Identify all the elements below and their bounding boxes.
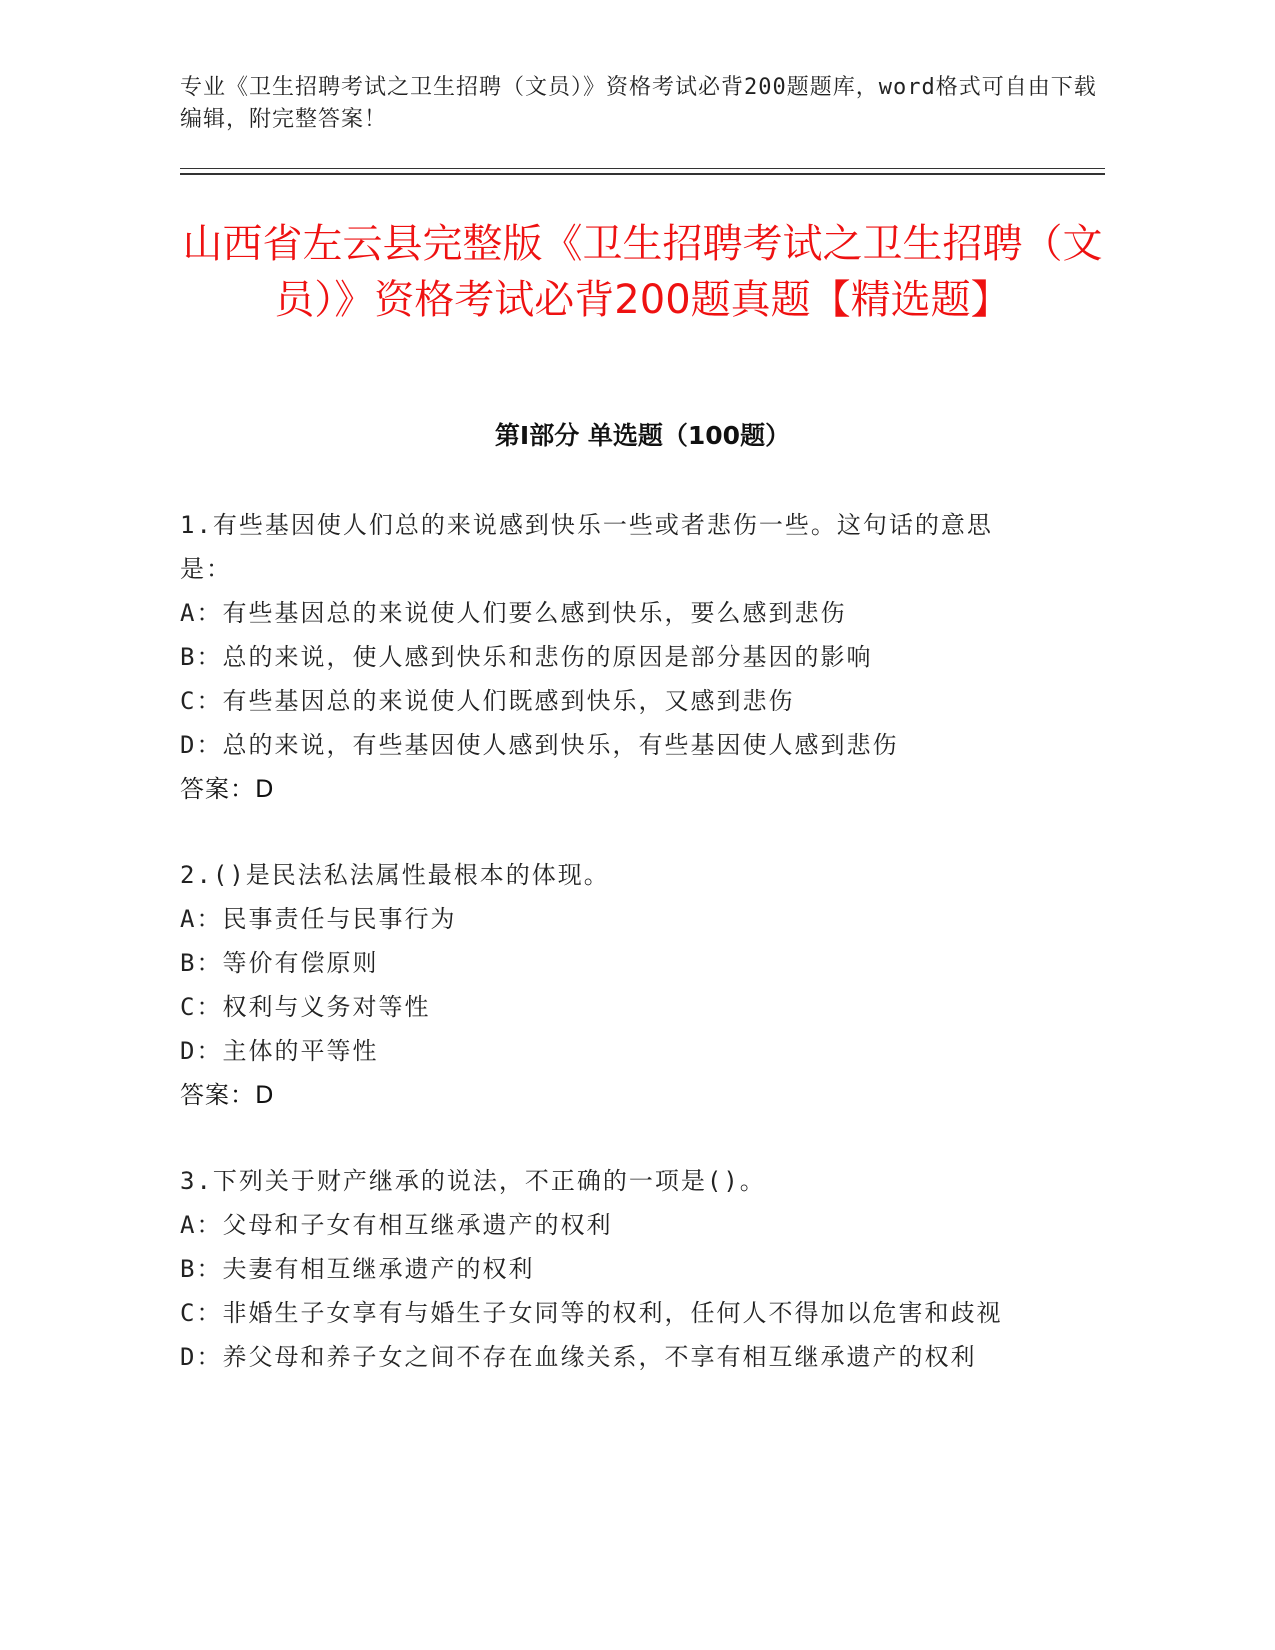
question-2 (180, 853, 1040, 1117)
option-c: C：有些基因总的来说使人们既感到快乐，又感到悲伤 (180, 687, 795, 715)
option-b: B：等价有偿原则 (180, 949, 379, 977)
option-b: B：总的来说，使人感到快乐和悲伤的原因是部分基因的影响 (180, 643, 873, 671)
option-c: C：权利与义务对等性 (180, 993, 431, 1021)
option-d: D：总的来说，有些基因使人感到快乐，有些基因使人感到悲伤 (180, 731, 899, 759)
section-title: 第I部分 单选题（100题） (494, 421, 791, 450)
answer-value: D (255, 775, 274, 803)
option-a: A：民事责任与民事行为 (180, 905, 457, 933)
option-d: D：主体的平等性 (180, 1037, 379, 1065)
answer-label: 答案： (180, 1081, 255, 1109)
header-note: 专业《卫生招聘考试之卫生招聘（文员）》资格考试必背200题题库，word格式可自由下载编辑，附完整答案！ (180, 75, 1097, 132)
question-stem: 3.下列关于财产继承的说法，不正确的一项是()。 (180, 1167, 766, 1195)
document-title: 山西省左云县完整版《卫生招聘考试之卫生招聘（文员）》资格考试必背200题真题【精选题】 (182, 221, 1103, 323)
answer-label: 答案： (180, 775, 255, 803)
option-d: D：养父母和养子女之间不存在血缘关系，不享有相互继承遗产的权利 (180, 1343, 977, 1371)
answer-value: D (255, 1081, 274, 1109)
option-a: A：父母和子女有相互继承遗产的权利 (180, 1211, 613, 1239)
question-list (180, 503, 1040, 1421)
option-a: A：有些基因总的来说使人们要么感到快乐，要么感到悲伤 (180, 599, 847, 627)
header-divider-thin (180, 168, 1105, 169)
question-1 (180, 503, 1040, 811)
answer-line (180, 1073, 1040, 1117)
answer-line (180, 767, 1040, 811)
header-divider-thick (180, 173, 1105, 175)
question-stem: 1.有些基因使人们总的来说感到快乐一些或者悲伤一些。这句话的意思是： (180, 511, 993, 583)
option-c: C：非婚生子女享有与婚生子女同等的权利，任何人不得加以危害和歧视 (180, 1299, 1003, 1327)
question-stem: 2.()是民法私法属性最根本的体现。 (180, 861, 610, 889)
option-b: B：夫妻有相互继承遗产的权利 (180, 1255, 535, 1283)
question-3 (180, 1159, 1040, 1379)
